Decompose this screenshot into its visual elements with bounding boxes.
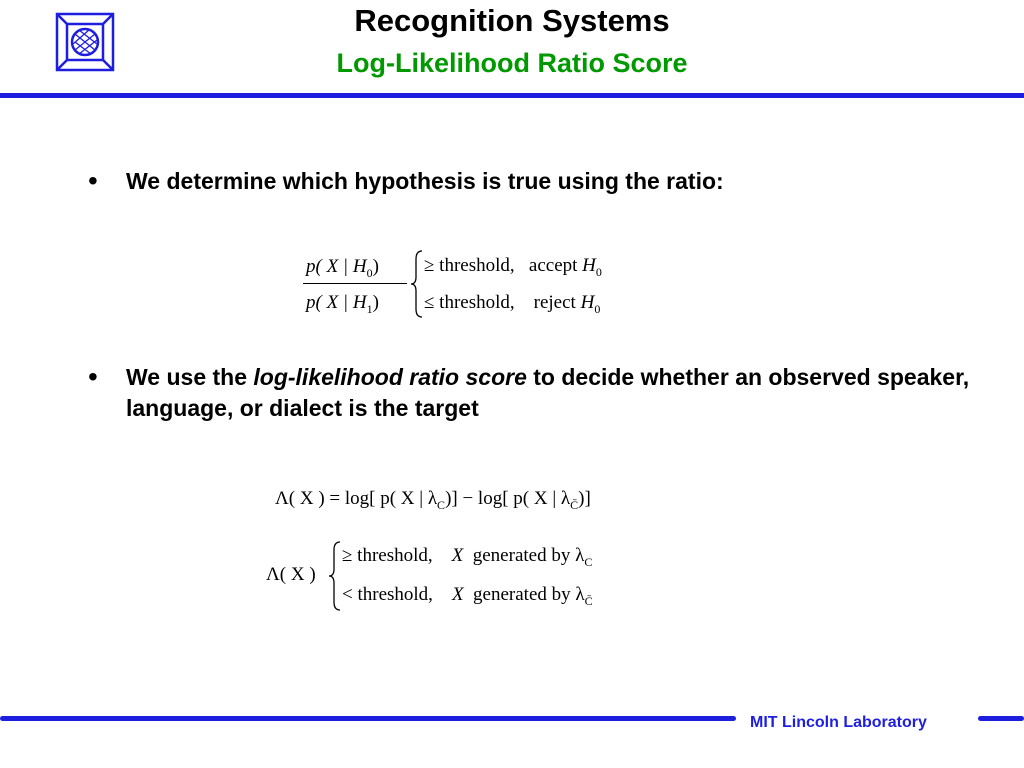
page-title: Recognition Systems <box>354 3 670 38</box>
eq3-case-1: ≥ threshold, X generated by $\lambda_C$ <box>342 545 593 569</box>
bullet-text-1: We determine which hypothesis is true using the ratio: <box>126 168 724 194</box>
llr-definition-equation: Λ( X ) = log[ p( X | $\lambda_C)] - \log$[ p( X | $\lambda_{C̄}$)] <box>275 488 591 512</box>
eq3-case-2: < threshold, X generated by $\lambda_{C̄}$ <box>342 584 593 608</box>
eq3-brace-icon <box>326 540 342 612</box>
page-subtitle: Log-Likelihood Ratio Score <box>336 48 688 78</box>
footer-divider-right <box>978 716 1024 721</box>
eq1-fraction-bar <box>303 283 407 284</box>
eq1-case-1: ≥ threshold, accept $H_0$ <box>424 255 602 279</box>
bullet-marker: • <box>88 165 98 196</box>
header-divider <box>0 93 1024 98</box>
eq1-brace-icon <box>408 249 424 319</box>
eq1-denominator: p( X | $H_1$) <box>306 292 379 316</box>
footer-divider-left <box>0 716 736 721</box>
bullet-text-2: We use the log-likelihood ratio score to decide whether an observed speaker, language, or dialect is the target <box>126 364 970 421</box>
eq1-case-2: ≤ threshold, reject $H_0$ <box>424 292 601 316</box>
footer-lab-name: MIT Lincoln Laboratory <box>750 714 927 731</box>
eq1-numerator: p( X | $H_0$) <box>306 256 379 280</box>
bullet-marker: • <box>88 361 98 392</box>
eq3-lhs: Λ( X ) <box>266 564 316 585</box>
